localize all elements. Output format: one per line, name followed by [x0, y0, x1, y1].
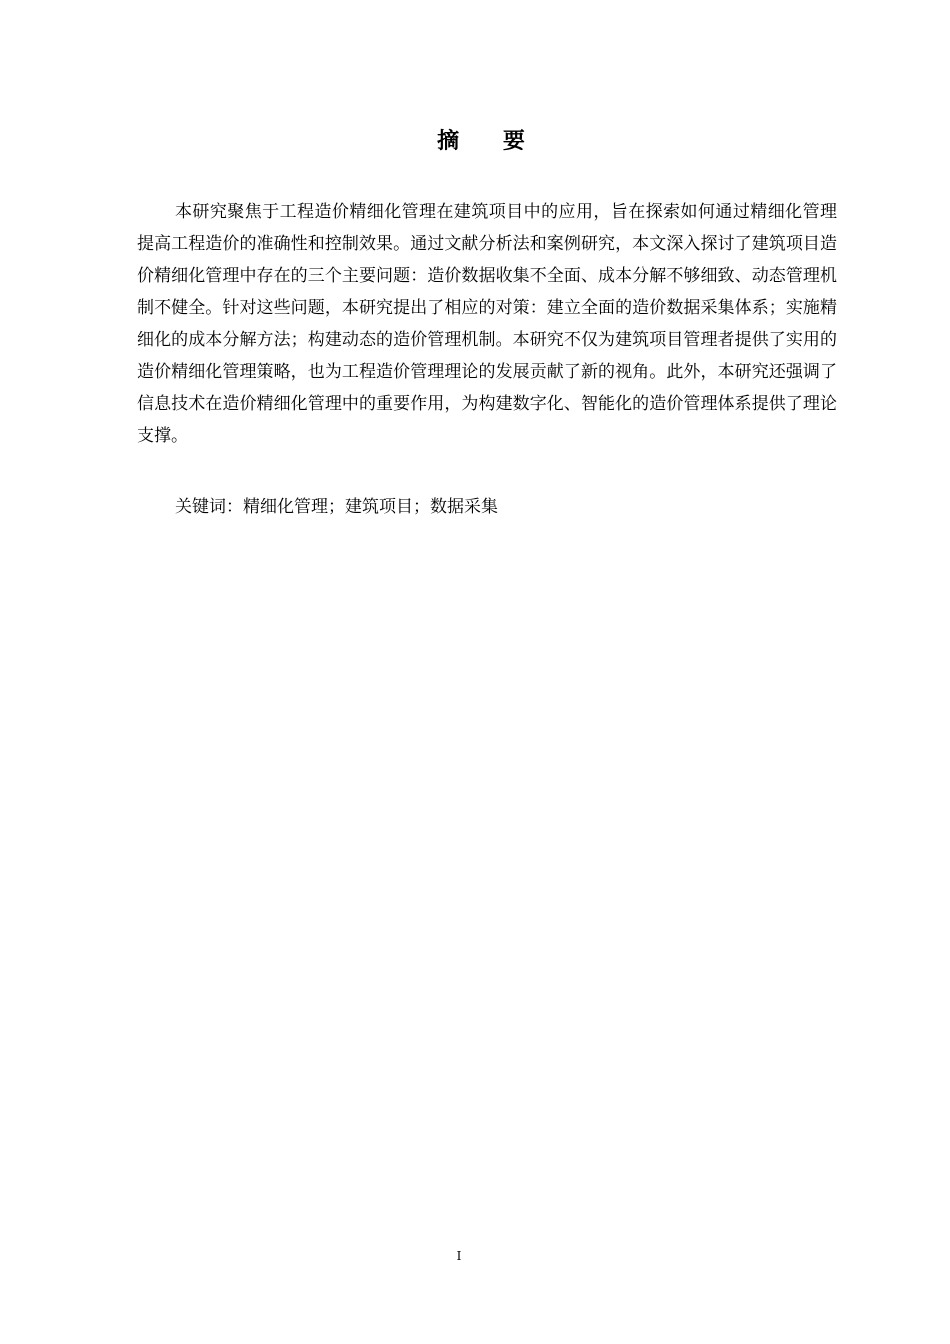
abstract-paragraph: 本研究聚焦于工程造价精细化管理在建筑项目中的应用，旨在探索如何通过精细化管理提高工程造价的准确性和控制效果。通过文献分析法和案例研究，本文深入探讨了建筑项目造价精细化管理中存在的三个主要问题：造价数据收集不全面、成本分解不够细致、动态管理机制不健全。针对这些问题，本研究提出了相应的对策：建立全面的造价数据采集体系；实施精细化的成本分解方法；构建动态的造价管理机制。本研究不仅为建筑项目管理者提供了实用的造价精细化管理策略，也为工程造价管理理论的发展贡献了新的视角。此外，本研究还强调了信息技术在造价精细化管理中的重要作用，为构建数字化、智能化的造价管理体系提供了理论支撑。	[137, 202, 837, 446]
page-number: I	[456, 1249, 462, 1263]
keywords-line: 关键词：精细化管理；建筑项目；数据采集	[175, 497, 498, 517]
abstract-title: 摘 要	[437, 129, 543, 154]
